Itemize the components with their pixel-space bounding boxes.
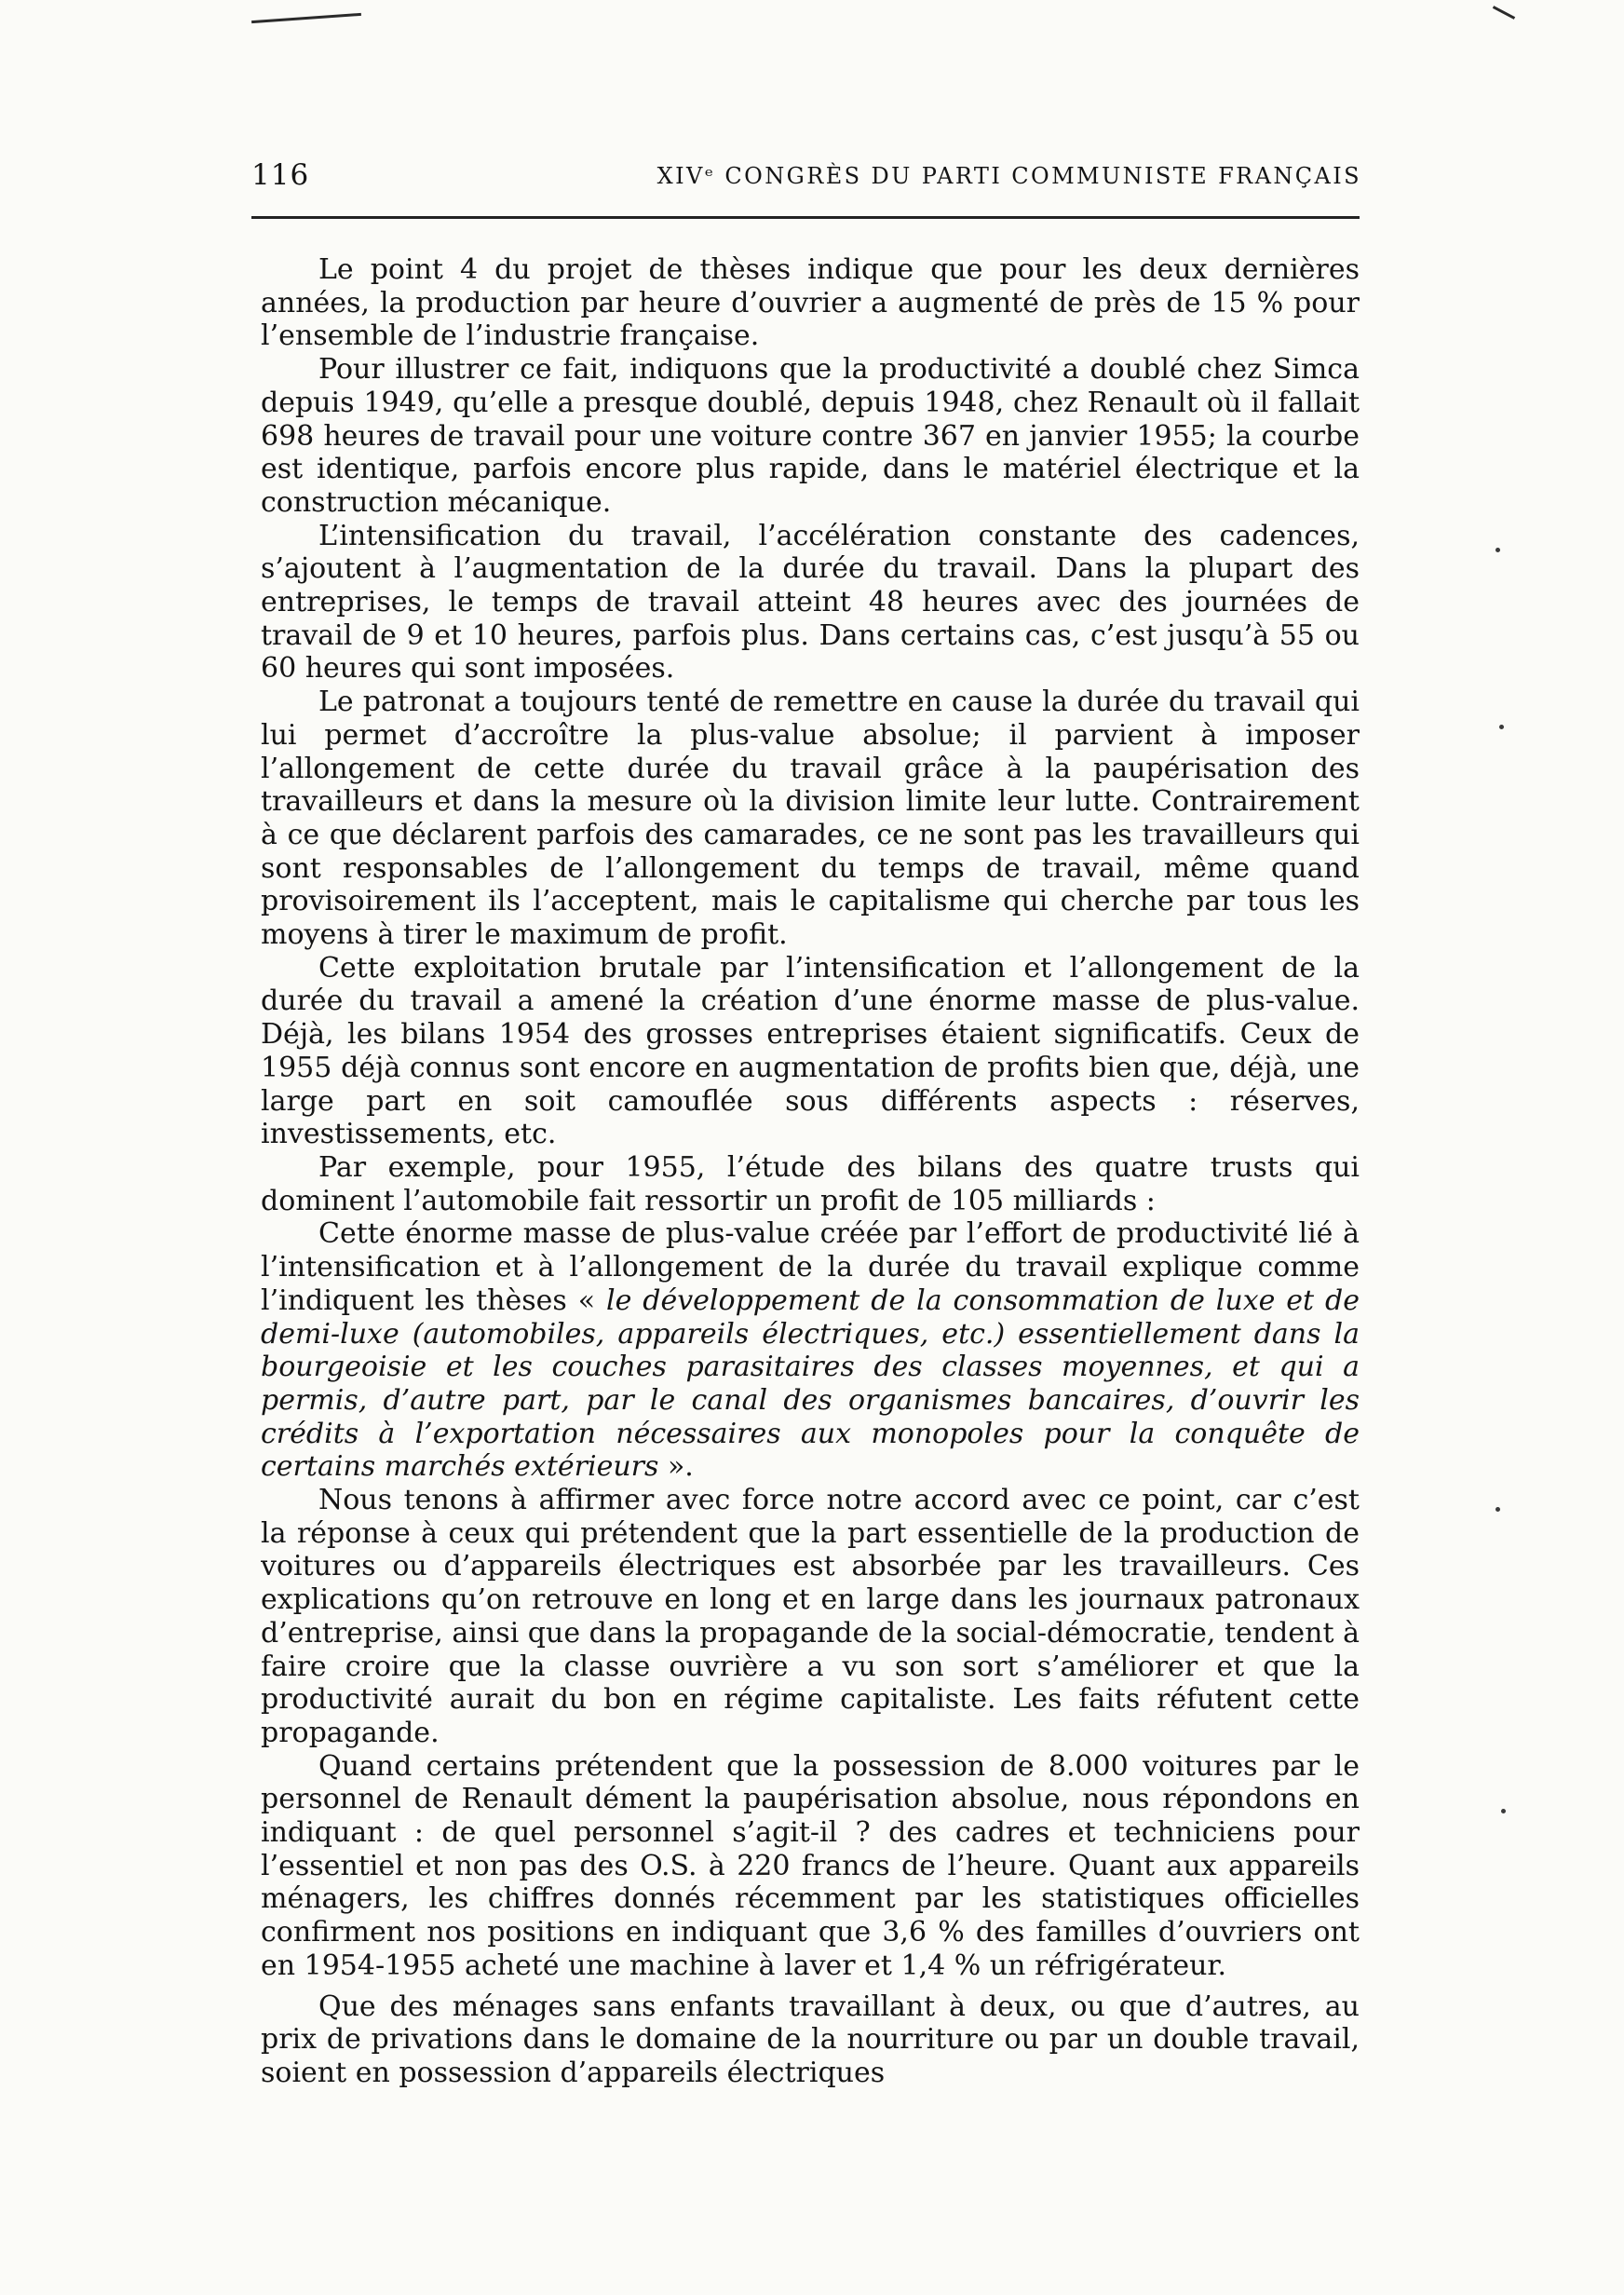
quote-lead-in: Cette énorme masse de plus-value créée par l’effort de productivité lié à l’intensification et à l’allongement de la durée du travail explique comme l’indiquent les thèses « xyxy=(261,1217,1360,1317)
scan-speck xyxy=(1495,1507,1500,1512)
scan-edge-mark-right xyxy=(1493,6,1515,20)
scan-speck xyxy=(1499,725,1504,729)
paragraph-with-quote xyxy=(261,1217,1360,1484)
paragraph: Pour illustrer ce fait, indiquons que la productivité a doublé chez Simca depuis 1949, qu’elle a presque doublé, depuis 1948, chez Renault où il fallait 698 heures de travail pour une voiture contre 367 en janvier 1955; la courbe est identique, parfois encore plus rapide, dans le matériel électrique et la construction mécanique. xyxy=(261,353,1360,519)
paragraph: L’intensification du travail, l’accélération constante des cadences, s’ajoutent à l’augmentation de la durée du travail. Dans la plupart des entreprises, le temps de travail atteint 48 heures avec des journées de travail de 9 et 10 heures, parfois plus. Dans certains cas, c’est jusqu’à 55 ou 60 heures qui sont imposées. xyxy=(261,519,1360,686)
page-number: 116 xyxy=(251,158,310,192)
paragraph: Le point 4 du projet de thèses indique que pour les deux dernières années, la production par heure d’ouvrier a augmenté de près de 15 % pour l’ensemble de l’industrie française. xyxy=(261,253,1360,353)
scan-speck xyxy=(1501,1809,1506,1813)
running-title: XIVᵉ CONGRÈS DU PARTI COMMUNISTE FRANÇAIS xyxy=(656,163,1361,189)
scan-edge-mark-left xyxy=(251,13,361,23)
paragraph: Le patronat a toujours tenté de remettre en cause la durée du travail qui lui permet d’accroître la plus-value absolue; il parvient à imposer l’allongement de cette durée du travail grâce à la paupérisation des travailleurs et dans la mesure où la division limite leur lutte. Contrairement à ce que déclarent parfois des camarades, ce ne sont pas les travailleurs qui sont responsables de l’allongement du temps de travail, même quand provisoirement ils l’acceptent, mais le capitalisme qui cherche par tous les moyens à tirer le maximum de profit. xyxy=(261,686,1360,952)
quote-close: ». xyxy=(658,1450,694,1484)
header-rule xyxy=(251,216,1360,219)
body-text xyxy=(261,253,1360,2276)
paragraph: Quand certains prétendent que la possession de 8.000 voitures par le personnel de Renault dément la paupérisation absolue, nous répondons en indiquant : de quel personnel s’agit-il ? des cadres et techniciens pour l’essentiel et non pas des O.S. à 220 francs de l’heure. Quant aux appareils ménagers, les chiffres donnés récemment par les statistiques officielles confirment nos positions en indiquant que 3,6 % des familles d’ouvriers ont en 1954-1955 acheté une machine à laver et 1,4 % un réfrigérateur. xyxy=(261,1749,1360,1982)
paragraph: Que des ménages sans enfants travaillant à deux, ou que d’autres, au prix de privations dans le domaine de la nourriture ou par un double travail, soient en possession d’appareils électriques xyxy=(261,1989,1360,2089)
paragraph: Nous tenons à affirmer avec force notre accord avec ce point, car c’est la réponse à ceux qui prétendent que la part essentielle de la production de voitures ou d’appareils électriques est absorbée par les travailleurs. Ces explications qu’on retrouve en long et en large dans les journaux patronaux d’entreprise, ainsi que dans la propagande de la social-démocratie, tendent à faire croire que la classe ouvrière a vu son sort s’améliorer et que la productivité aurait du bon en régime capitaliste. Les faits réfutent cette propagande. xyxy=(261,1484,1360,1749)
page-header xyxy=(251,156,1361,196)
scan-speck xyxy=(1495,548,1500,552)
theses-quote: le développement de la consommation de luxe et de demi-luxe (automobiles, appareils électriques, etc.) essentiellement dans la bourgeoisie et les couches parasitaires des classes moyennes, et qui a permis, d’autre part, par le canal des organismes bancaires, d’ouvrir les crédits à l’exportation nécessaires aux monopoles pour la conquête de certains marchés extérieurs xyxy=(261,1283,1360,1484)
paragraph: Par exemple, pour 1955, l’étude des bilans des quatre trusts qui dominent l’automobile fait ressortir un profit de 105 milliards : xyxy=(261,1150,1360,1217)
paragraph: Cette exploitation brutale par l’intensification et l’allongement de la durée du travail a amené la création d’une énorme masse de plus-value. Déjà, les bilans 1954 des grosses entreprises étaient significatifs. Ceux de 1955 déjà connus sont encore en augmentation de profits bien que, déjà, une large part en soit camouflée sous différents aspects : réserves, investissements, etc. xyxy=(261,951,1360,1151)
